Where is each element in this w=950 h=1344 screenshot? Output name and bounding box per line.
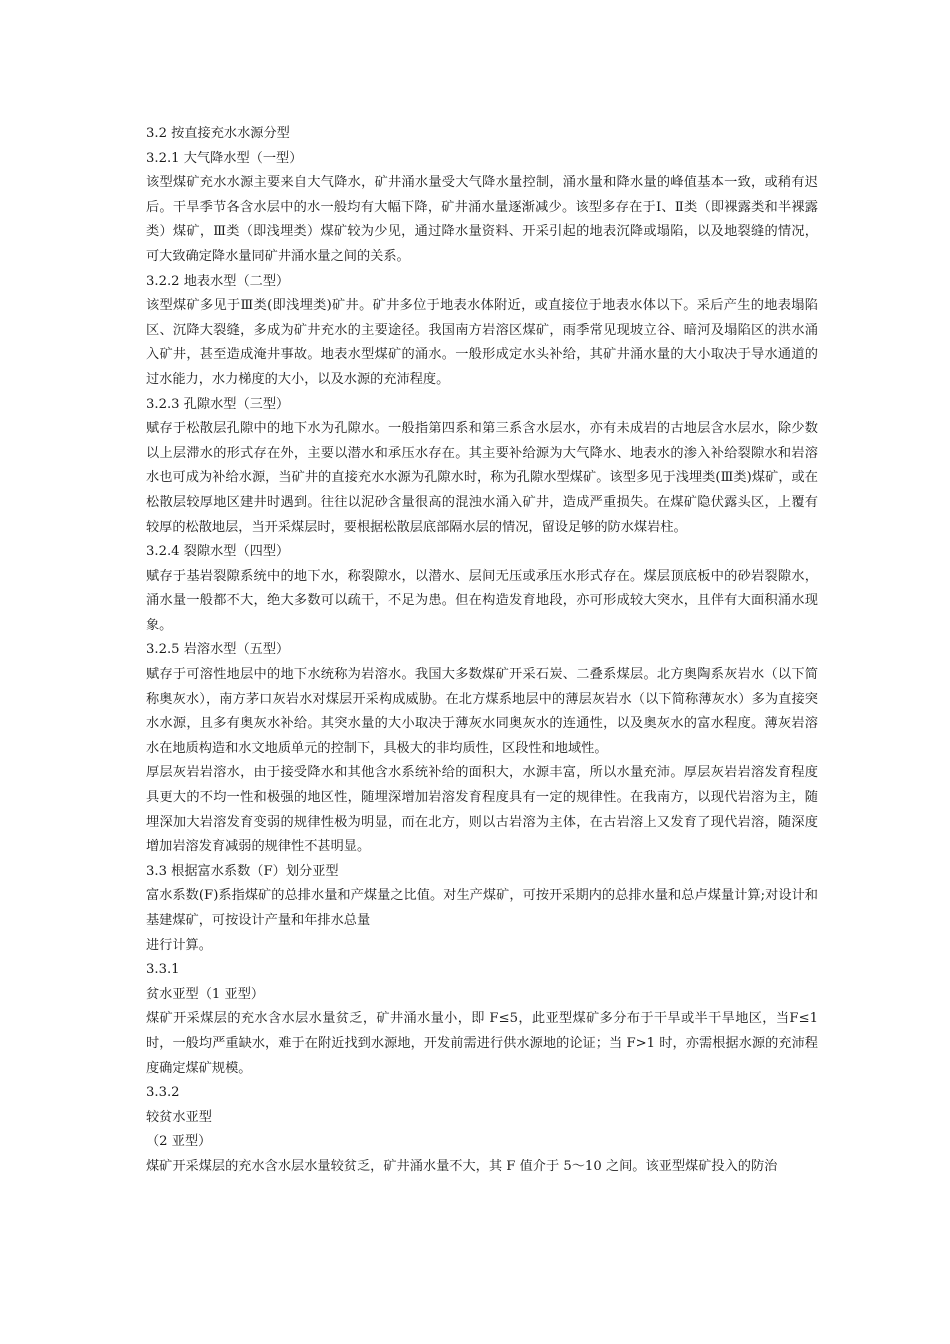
paragraph-fissure-water-type: 赋存于基岩裂隙系统中的地下水，称裂隙水，以潜水、层间无压或承压水形式存在。煤层顶底板中的砂岩裂隙水，涌水量一般都不大，绝大多数可以疏干，不足为患。但在构造发育地段，亦可形成较大突水，且伴有大面积涌水现象。 bbox=[146, 568, 818, 633]
section-heading-3-3: 3.3 根据富水系数（F）划分亚型 bbox=[146, 863, 339, 879]
section-heading-3-2-3: 3.2.3 孔隙水型（三型） bbox=[146, 396, 290, 412]
paragraph-pore-water-type: 赋存于松散层孔隙中的地下水为孔隙水。一般指第四系和第三系含水层水，亦有未成岩的古地层含水层水，除少数以上层滞水的形式存在外，主要以潜水和承压水存在。其主要补给源为大气降水、地表水的渗入补给裂隙水和岩溶水也可成为补给水源，当矿井的直接充水水源为孔隙水时，称为孔隙水型煤矿。该型多见于浅埋类(Ⅲ类)煤矿，或在松散层较厚地区建井时遇到。往往以泥砂含量很高的混浊水涌入矿井，造成严重损失。在煤矿隐伏露头区，上覆有较厚的松散地层，当开采煤层时，要根据松散层底部隔水层的情况，留设足够的防水煤岩柱。 bbox=[146, 421, 818, 535]
paragraph-water-coefficient: 富水系数(F)系指煤矿的总排水量和产煤量之比值。对生产煤矿，可按开采期内的总排水量和总卢煤量计算;对设计和基建煤矿，可按设计产量和年排水总量 bbox=[146, 888, 818, 928]
paragraph-surface-water-type: 该型煤矿多见于Ⅲ类(即浅埋类)矿井。矿井多位于地表水体附近，或直接位于地表水体以下。采后产生的地表塌陷区、沉降大裂缝，多成为矿井充水的主要途径。我国南方岩溶区煤矿，雨季常见现坡立谷、暗河及塌陷区的洪水涌入矿井，甚至造成淹井事故。地表水型煤矿的涌水。一般形成定水头补给，其矿井涌水量的大小取决于导水通道的过水能力，水力梯度的大小，以及水源的充沛程度。 bbox=[146, 298, 818, 387]
paragraph-thick-limestone: 厚层灰岩岩溶水，由于接受降水和其他含水系统补给的面积大，水源丰富，所以水量充沛。厚层灰岩岩溶发育程度具更大的不均一性和极强的地区性，随埋深增加岩溶发育程度具有一定的规律性。在我南方，以现代岩溶为主，随埋深加大岩溶发育变弱的规律性极为明显，而在北方，则以古岩溶为主体，在古岩溶上又发育了现代岩溶，随深度增加岩溶发育减弱的规律性不甚明显。 bbox=[146, 765, 818, 855]
subtype-title-1: 贫水亚型（1 亚型） bbox=[146, 986, 265, 1002]
section-heading-3-3-2: 3.3.2 bbox=[146, 1085, 180, 1101]
document-page bbox=[146, 122, 818, 1180]
section-heading-3-2-2: 3.2.2 地表水型（二型） bbox=[146, 273, 290, 289]
section-heading-3-2-1: 3.2.1 大气降水型（一型） bbox=[146, 150, 303, 166]
paragraph-poor-water-subtype: 煤矿开采煤层的充水含水层水量贫乏，矿井涌水量小，即 F≤5，此亚型煤矿多分布于干旱或半干旱地区，当F≤1 时，一般均严重缺水，难于在附近找到水源地，开发前需进行供水源地的论证；当 F>1 时，亦需根据水源的充沛程度确定煤矿规模。 bbox=[146, 1011, 818, 1076]
paragraph-calculation: 进行计算。 bbox=[146, 937, 212, 953]
section-heading-3-3-1: 3.3.1 bbox=[146, 962, 180, 978]
subtype-title-2: 较贫水亚型 bbox=[146, 1109, 212, 1125]
paragraph-precipitation-type: 该型煤矿充水水源主要来自大气降水，矿井涌水量受大气降水量控制，涌水量和降水量的峰值基本一致，或稍有迟后。干旱季节各含水层中的水一般均有大幅下降，矿井涌水量逐渐减少。该型多存在于Ⅰ、Ⅱ类（即裸露类和半裸露类）煤矿，Ⅲ类（即浅埋类）煤矿较为少见，通过降水量资料、开采引起的地表沉降或塌陷，以及地裂缝的情况，可大致确定降水量同矿井涌水量之间的关系。 bbox=[146, 175, 818, 264]
section-heading-3-2-5: 3.2.5 岩溶水型（五型） bbox=[146, 642, 290, 658]
subtype-code-2: （2 亚型） bbox=[146, 1134, 212, 1150]
section-heading-3-2-4: 3.2.4 裂隙水型（四型） bbox=[146, 544, 290, 560]
paragraph-karst-water-type: 赋存于可溶性地层中的地下水统称为岩溶水。我国大多数煤矿开采石炭、二叠系煤层。北方奥陶系灰岩水（以下简称奥灰水），南方茅口灰岩水对煤层开采构成威胁。在北方煤系地层中的薄层灰岩水（以下简称薄灰水）多为直接突水水源，且多有奥灰水补给。其突水量的大小取决于薄灰水同奥灰水的连通性，以及奥灰水的富水程度。薄灰岩溶水在地质构造和水文地质单元的控制下，具极大的非均质性，区段性和地域性。 bbox=[146, 667, 818, 756]
section-heading-3-2: 3.2 按直接充水水源分型 bbox=[146, 126, 290, 141]
paragraph-less-poor-water-subtype: 煤矿开采煤层的充水含水层水量较贫乏，矿井涌水量不大，其 F 值介于 5～10 之间。该亚型煤矿投入的防治 bbox=[146, 1158, 778, 1174]
